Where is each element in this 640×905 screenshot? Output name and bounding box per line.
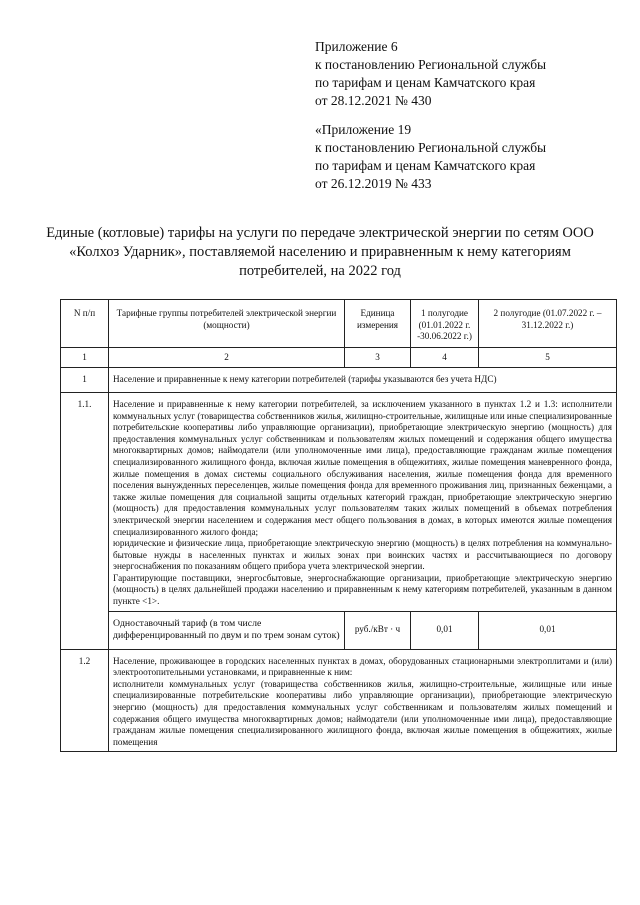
tariff-value-half-2: 0,01 <box>479 611 617 649</box>
header-half-2: 2 полугодие (01.07.2022 г. – 31.12.2022 г.) <box>479 300 617 348</box>
header-row <box>61 300 617 348</box>
row-number: 1.1. <box>61 392 109 649</box>
column-number: 5 <box>479 347 617 368</box>
row-paragraph: исполнители коммунальных услуг (товарищества собственников жилья, жилищно-строительные, жилищные или иные специализированные потребительские кооперативы либо управляющие организации), приобретающие электрическую энергию (мощность) для предоставления коммунальных услуг собственникам и пользователям жилых помещений и содержания общего имущества многоквартирных домов; наймодатели (или уполномоченные ими лица), предоставляющие гражданам жилые помещения специализированного жилищного фонда, включая жилые помещения в общежитиях, жилые помещения <box>113 678 612 747</box>
header-half-1: 1 полугодие (01.01.2022 г. -30.06.2022 г.) <box>411 300 479 348</box>
column-number: 4 <box>411 347 479 368</box>
appendix-reference-2 <box>315 121 625 193</box>
header-group: Тарифные группы потребителей электрической энергии (мощности) <box>109 300 345 348</box>
appendix-line: к постановлению Региональной службы <box>315 140 547 155</box>
row-paragraph: Население, проживающее в городских населенных пунктах в домах, оборудованных стационарными электроплитами и (или) электроотопительными установками, и приравненные к ним: <box>113 655 612 678</box>
row-paragraph: Население и приравненные к нему категории потребителей, за исключением указанного в пунктах 1.2 и 1.3: исполнители коммунальных услуг (товарищества собственников жилья, жилищно-строительные, жилищные или иные специализированные потребительские кооперативы либо управляющие организации), приобретающие электрическую энергию (мощность) для предоставления коммунальных услуг собственникам и пользователям жилых помещений и содержания общего имущества многоквартирных домов; наймодатели (или уполномоченные ими лица), предоставляющие гражданам жилые помещения специализированного жилищного фонда, включая жилые помещения в общежитиях, жилые помещения маневренного фонда, жилые помещения в домах системы социального обслуживания населения, жилые помещения фонда для временного поселения вынужденных переселенцев, жилые помещения фонда для временного проживания лиц, признанных беженцами, а также жилые помещения для социальной защиты отдельных категорий граждан, приобретающие электрическую энергию (мощность) для предоставления коммунальных услуг пользователям таких жилых помещений в объемах потребления электрической энергии населением и содержания мест общего пользования в домах, в которых имеются жилые помещения специализированного жилого фонда; <box>113 398 612 537</box>
row-number: 1 <box>61 368 109 393</box>
row-text <box>109 649 617 752</box>
row-paragraph: Гарантирующие поставщики, энергосбытовые, энергоснабжающие организации, приобретающие электрическую энергию (мощность) в целях дальнейшей продажи населению и приравненным к нему категориям потребителей, указанным в данном пункте <1>. <box>113 572 612 607</box>
appendix-line: по тарифам и ценам Камчатского края <box>315 75 536 90</box>
appendix-reference-1 <box>315 38 625 110</box>
header-num: N п/п <box>61 300 109 348</box>
tariff-table <box>60 299 617 752</box>
tariff-unit: руб./кВт · ч <box>345 611 411 649</box>
appendix-line: по тарифам и ценам Камчатского края <box>315 158 536 173</box>
row-paragraph: юридические и физические лица, приобретающие электрическую энергию (мощность) в целях потребления на коммунально-бытовые нужды в населенных пунктах и жилых зонах при воинских частях и рассчитывающиеся по договору энергоснабжения по показаниям общего прибора учета электрической энергии. <box>113 538 612 572</box>
table-row <box>61 392 617 611</box>
document-title: Единые (котловые) тарифы на услуги по передаче электрической энергии по сетям ООО «Колхоз Ударник», поставляемой населению и приравненным к нему категориям потребителей, на 2022 год <box>46 225 594 279</box>
table-row <box>61 649 617 752</box>
appendix-line: Приложение 6 <box>315 39 398 54</box>
header-unit: Единица измерения <box>345 300 411 348</box>
appendix-line: «Приложение 19 <box>315 122 412 137</box>
tariff-name: Одноставочный тариф (в том числе дифференцированный по двум и по трем зонам суток) <box>109 611 345 649</box>
row-text: Население и приравненные к нему категории потребителей (тарифы указываются без учета НДС) <box>109 368 617 393</box>
tariff-row <box>61 611 617 649</box>
column-number: 1 <box>61 347 109 368</box>
column-number-row <box>61 347 617 368</box>
appendix-line: к постановлению Региональной службы <box>315 57 547 72</box>
column-number: 2 <box>109 347 345 368</box>
row-text <box>109 392 617 611</box>
appendix-line: от 28.12.2021 № 430 <box>315 93 432 108</box>
row-number: 1.2 <box>61 649 109 752</box>
tariff-value-half-1: 0,01 <box>411 611 479 649</box>
table-row <box>61 368 617 393</box>
column-number: 3 <box>345 347 411 368</box>
appendix-line: от 26.12.2019 № 433 <box>315 176 432 191</box>
